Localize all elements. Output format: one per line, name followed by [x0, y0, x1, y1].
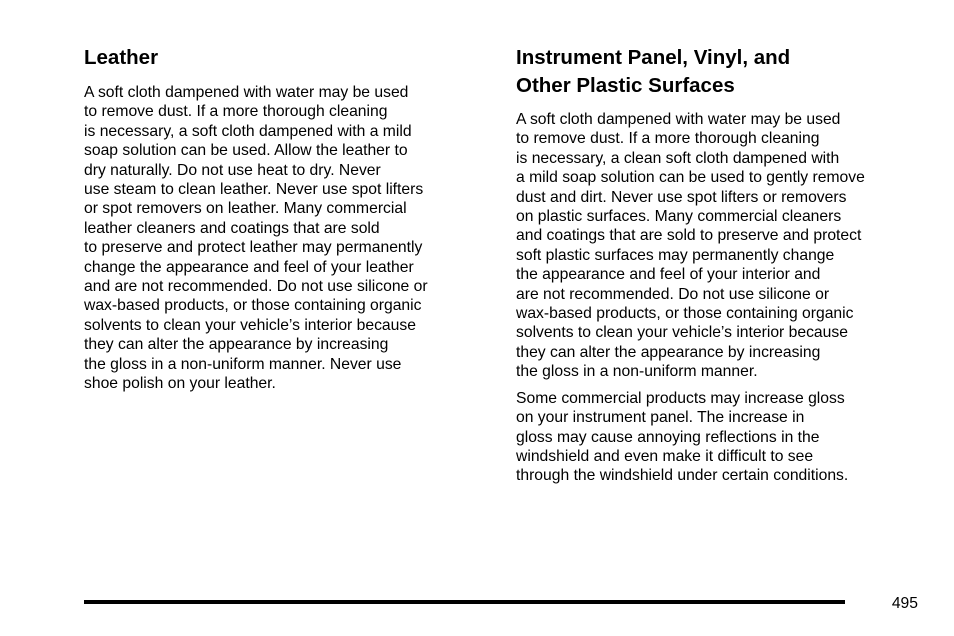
instrument-panel-section	[516, 44, 926, 486]
text-line: solvents to clean your vehicle’s interior because	[84, 316, 416, 334]
instrument-panel-paragraph-2	[516, 389, 926, 486]
text-line: shoe polish on your leather.	[84, 375, 276, 393]
text-line: wax-based products, or those containing organic	[516, 305, 854, 323]
text-line: to remove dust. If a more thorough cleaning	[516, 130, 820, 148]
leather-section	[84, 44, 484, 394]
heading-line: Instrument Panel, Vinyl, and	[516, 46, 791, 69]
text-line: is necessary, a clean soft cloth dampened with	[516, 149, 840, 167]
text-line: A soft cloth dampened with water may be used	[84, 84, 409, 101]
text-line: to remove dust. If a more thorough cleaning	[84, 103, 388, 121]
text-line: the appearance and feel of your interior and	[516, 266, 821, 284]
instrument-panel-paragraph-1	[516, 110, 926, 382]
text-line: wax-based products, or those containing organic	[84, 297, 422, 315]
text-line: are not recommended. Do not use silicone or	[516, 285, 830, 303]
instrument-panel-heading	[516, 44, 926, 100]
leather-heading: Leather	[84, 46, 159, 69]
text-line: on plastic surfaces. Many commercial cleaners	[516, 208, 842, 226]
text-line: windshield and even make it difficult to see	[516, 447, 814, 465]
text-line: or spot removers on leather. Many commercial	[84, 200, 407, 218]
text-line: through the windshield under certain conditions.	[516, 467, 849, 485]
heading-line: Other Plastic Surfaces	[516, 74, 735, 97]
text-line: soft plastic surfaces may permanently change	[516, 246, 835, 264]
text-line: and coatings that are sold to preserve and protect	[516, 227, 862, 245]
text-line: dry naturally. Do not use heat to dry. Never	[84, 161, 381, 179]
text-line: soap solution can be used. Allow the leather to	[84, 142, 408, 160]
text-line: dust and dirt. Never use spot lifters or removers	[516, 188, 847, 206]
text-line: leather cleaners and coatings that are sold	[84, 219, 380, 237]
text-line: on your instrument panel. The increase in	[516, 409, 805, 427]
text-line: solvents to clean your vehicle’s interior because	[516, 324, 848, 342]
leather-paragraph	[84, 83, 484, 394]
text-line: they can alter the appearance by increasing	[516, 343, 821, 361]
text-line: gloss may cause annoying reflections in the	[516, 428, 820, 446]
text-line: Some commercial products may increase gloss	[516, 389, 845, 407]
text-line: the gloss in a non-uniform manner. Never use	[84, 355, 402, 373]
text-line: they can alter the appearance by increasing	[84, 336, 389, 354]
text-line: use steam to clean leather. Never use spot lifters	[84, 181, 424, 199]
text-line: change the appearance and feel of your leather	[84, 258, 414, 276]
text-line: and are not recommended. Do not use silicone or	[84, 278, 428, 296]
text-line: a mild soap solution can be used to gently remove	[516, 169, 865, 187]
text-line: to preserve and protect leather may permanently	[84, 239, 423, 257]
page-number: 495	[891, 595, 918, 612]
text-line: is necessary, a soft cloth dampened with a mild	[84, 122, 412, 140]
text-line: the gloss in a non-uniform manner.	[516, 363, 758, 381]
text-line: A soft cloth dampened with water may be used	[516, 111, 841, 128]
footer-divider	[84, 600, 845, 604]
